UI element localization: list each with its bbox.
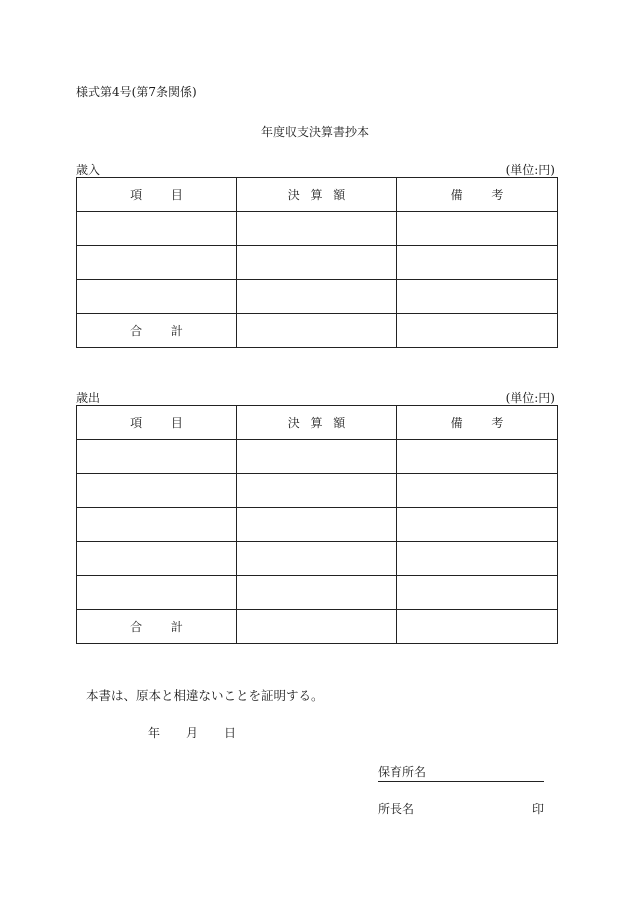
table-cell[interactable]: [237, 508, 397, 542]
total-label: 合計: [130, 324, 212, 338]
total-row: [77, 610, 558, 644]
income-table: [76, 177, 558, 348]
table-cell[interactable]: [397, 542, 558, 576]
table-cell[interactable]: [77, 542, 237, 576]
table-cell[interactable]: [237, 314, 397, 348]
total-label-cell: [77, 314, 237, 348]
form-number-label: 様式第4号(第7条関係): [76, 85, 197, 99]
principal-name-field[interactable]: [378, 800, 544, 817]
table-cell[interactable]: [397, 576, 558, 610]
date-line: [148, 724, 236, 741]
column-header-amount: [237, 178, 397, 212]
table-cell[interactable]: [237, 280, 397, 314]
table-cell[interactable]: [397, 246, 558, 280]
income-unit-label: (単位:円): [505, 163, 555, 177]
table-row: [77, 212, 558, 246]
table-cell[interactable]: [77, 508, 237, 542]
school-name-label: 保育所名: [378, 765, 427, 779]
total-label-cell: [77, 610, 237, 644]
day-label: 日: [224, 726, 237, 740]
table-cell[interactable]: [77, 280, 237, 314]
table-cell[interactable]: [397, 508, 558, 542]
column-header-text: 備考: [450, 416, 533, 430]
table-row: [77, 474, 558, 508]
column-header-remarks: [397, 406, 558, 440]
column-header-amount: [237, 406, 397, 440]
table-row: [77, 542, 558, 576]
table-header-row: [77, 178, 558, 212]
table-cell[interactable]: [77, 440, 237, 474]
column-header-remarks: [397, 178, 558, 212]
column-header-text: 項目: [130, 188, 212, 202]
table-cell[interactable]: [77, 246, 237, 280]
table-cell[interactable]: [397, 314, 558, 348]
certification-statement: 本書は、原本と相違ないことを証明する。: [86, 688, 324, 703]
table-cell[interactable]: [237, 576, 397, 610]
year-label: 年: [148, 726, 161, 740]
table-cell[interactable]: [397, 280, 558, 314]
table-cell[interactable]: [397, 610, 558, 644]
table-cell[interactable]: [77, 474, 237, 508]
table-cell[interactable]: [397, 212, 558, 246]
table-header-row: [77, 406, 558, 440]
table-cell[interactable]: [237, 474, 397, 508]
table-cell[interactable]: [397, 440, 558, 474]
month-label: 月: [186, 726, 199, 740]
table-row: [77, 508, 558, 542]
table-cell[interactable]: [77, 212, 237, 246]
table-cell[interactable]: [237, 542, 397, 576]
table-cell[interactable]: [237, 440, 397, 474]
principal-name-label: 所長名: [378, 802, 415, 816]
column-header-item: [77, 178, 237, 212]
table-cell[interactable]: [397, 474, 558, 508]
column-header-text: 項目: [130, 416, 212, 430]
table-row: [77, 280, 558, 314]
table-row: [77, 246, 558, 280]
table-row: [77, 440, 558, 474]
document-title: 年度収支決算書抄本: [260, 125, 369, 139]
column-header-text: 決算額: [287, 188, 357, 202]
expenditure-table: [76, 405, 558, 644]
seal-mark-label: 印: [531, 802, 544, 816]
total-label: 合計: [130, 620, 212, 634]
column-header-item: [77, 406, 237, 440]
table-cell[interactable]: [237, 246, 397, 280]
school-name-field[interactable]: [378, 763, 544, 782]
expenditure-unit-label: (単位:円): [505, 391, 555, 405]
income-section-label: 歳入: [76, 163, 101, 177]
table-row: [77, 576, 558, 610]
table-cell[interactable]: [237, 610, 397, 644]
expenditure-section-label: 歳出: [76, 391, 101, 405]
table-cell[interactable]: [237, 212, 397, 246]
column-header-text: 決算額: [287, 416, 357, 430]
column-header-text: 備考: [450, 188, 533, 202]
table-cell[interactable]: [77, 576, 237, 610]
total-row: [77, 314, 558, 348]
